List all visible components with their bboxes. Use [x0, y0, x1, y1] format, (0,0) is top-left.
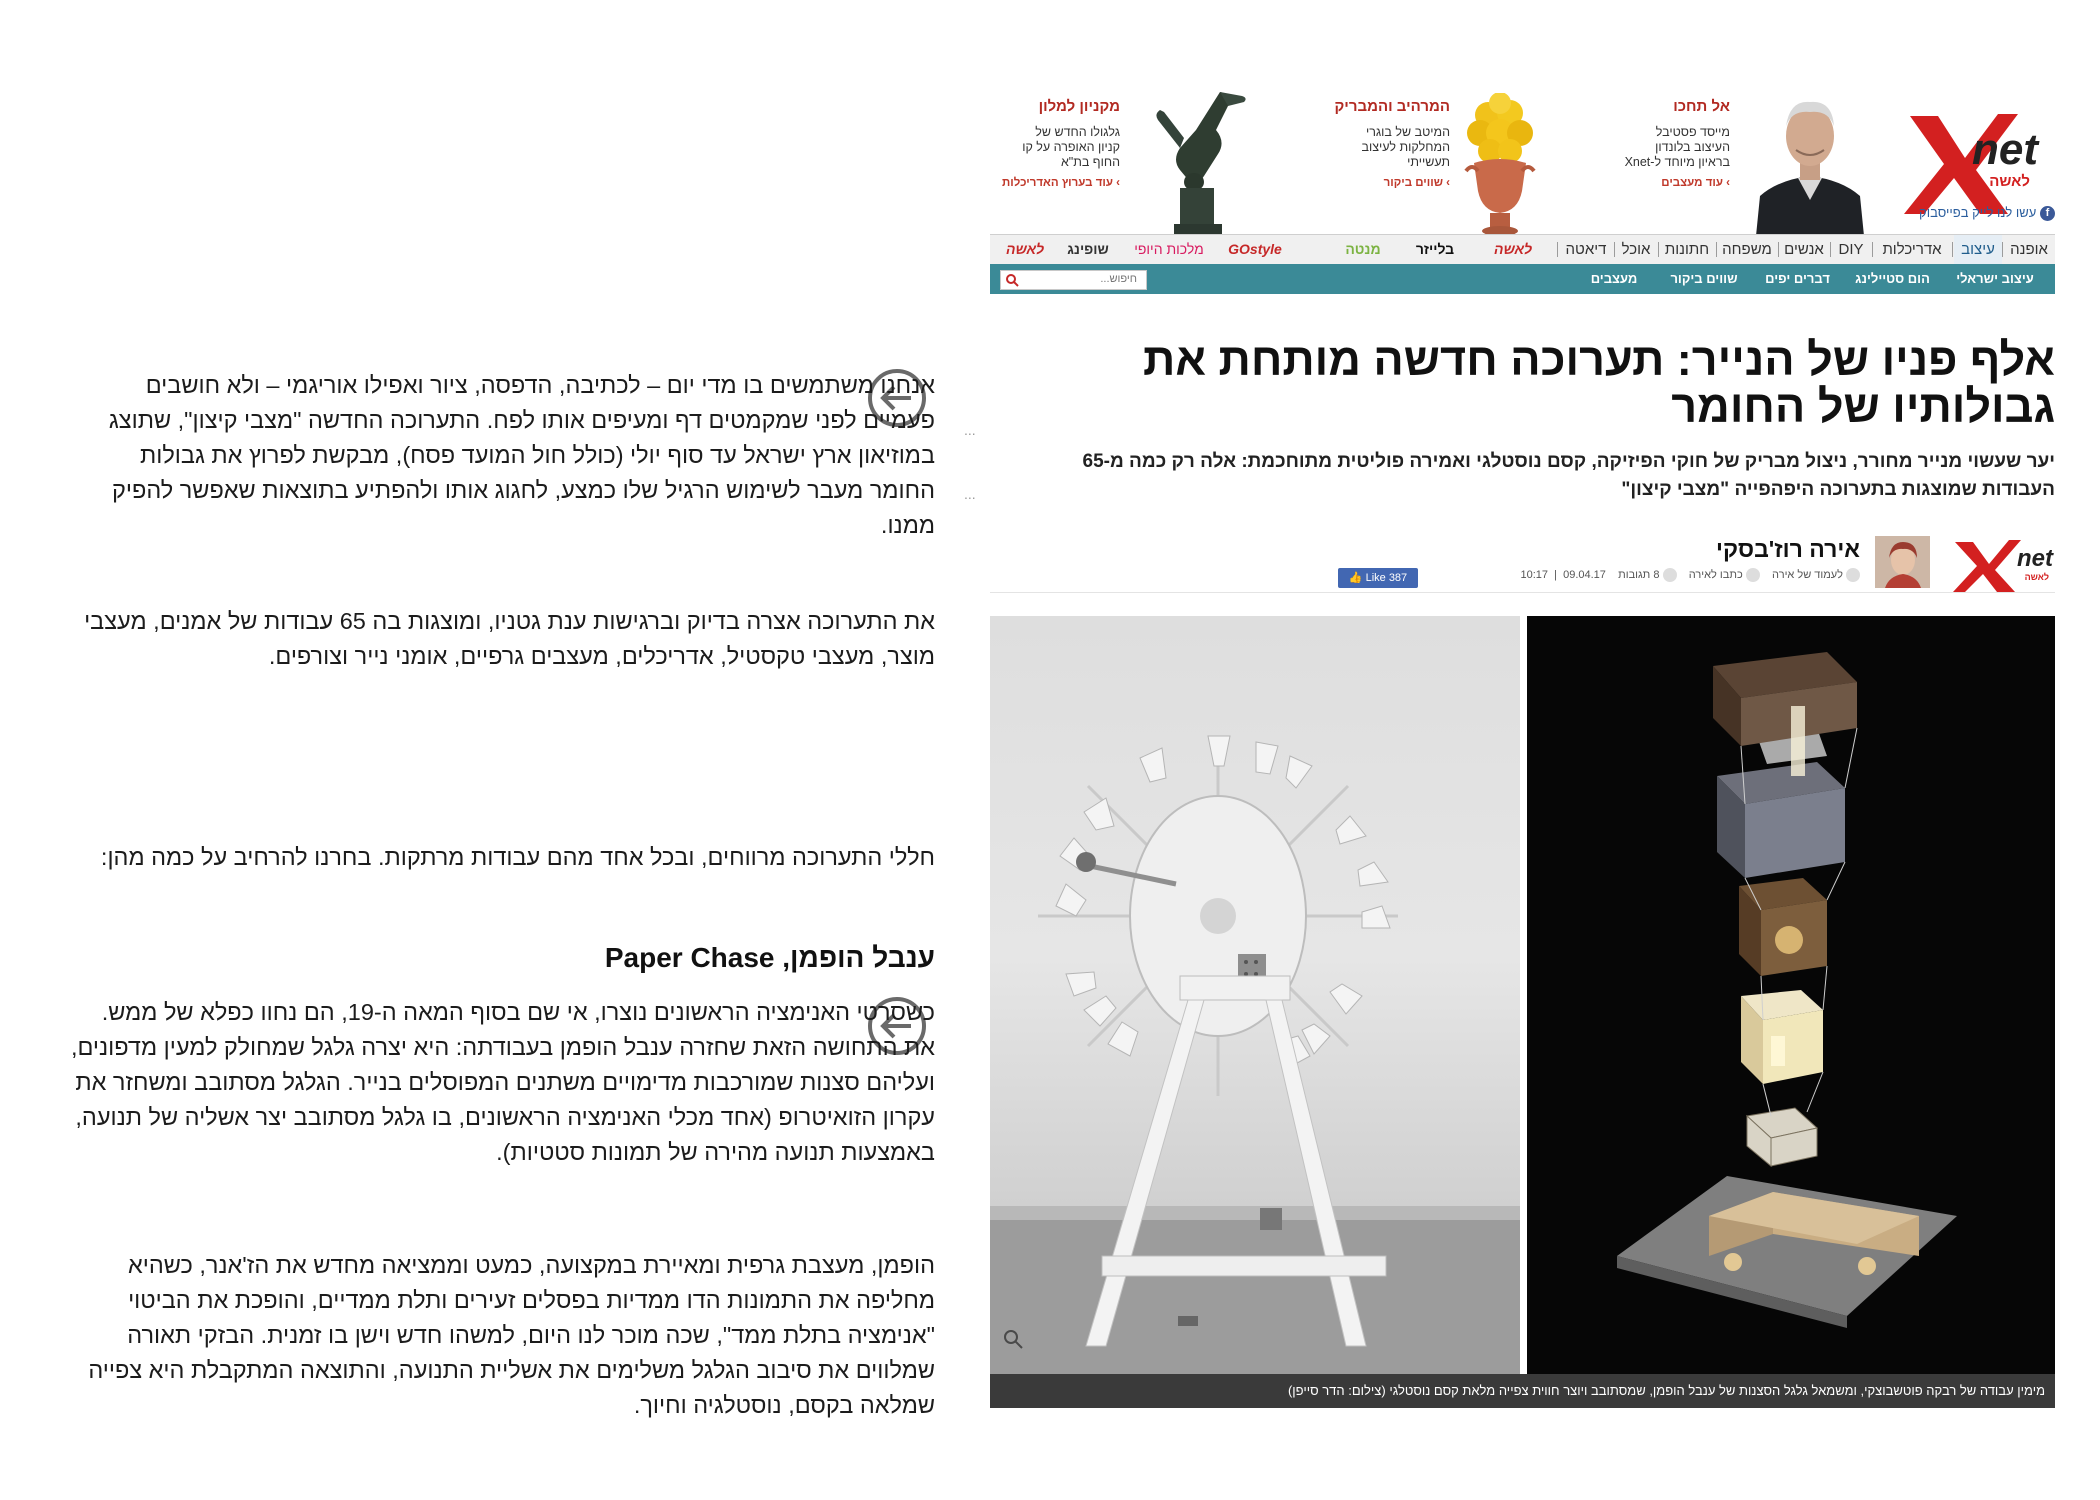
promo-2-more-link[interactable]: › שווים ביקור [1383, 177, 1450, 189]
brand-link-gostyle[interactable]: GOstyle [1228, 241, 1282, 257]
nav-divider [1952, 242, 1953, 257]
author-name[interactable]: אירה רוז'בסקי [1716, 536, 1860, 562]
brand-link-beauty[interactable]: מלכות היופי [1134, 241, 1204, 257]
logo-wordmark: net [1972, 125, 2038, 174]
nav-divider [1716, 242, 1717, 257]
section-heading: ענבל הופמן, Paper Chase [604, 942, 935, 973]
photo-paper-wheel [990, 616, 1520, 1374]
nav-item-people[interactable]: אנשים [1784, 241, 1824, 258]
article-headline: אלף פניו של הנייר: תערוכה חדשה מותחת את גבולותיו של החומר [1143, 334, 2055, 432]
xnet-logo[interactable] [1890, 106, 2040, 216]
promo-1-text: מייסד פסטיבל העיצוב בלונדון בראיון מיוחד ל-Xnet [1624, 125, 1730, 169]
sub-navigation [990, 264, 2055, 294]
photo-caption-bar [990, 1374, 2055, 1408]
article-subtitle: יער שעשוי מנייר מחורר, ניצול מבריק של חוקי הפיזיקה, קסם נוסטלגי ואמירה פוליטית מתוחכמת: אלה רק כמה מ-65 העבודות שמוצגות בתערוכה היפהפייה "מצבי קיצון" [1082, 451, 2055, 500]
search-box [1000, 270, 1147, 290]
nav-item-family[interactable]: משפחה [1722, 241, 1772, 258]
nav-item-fashion[interactable]: אופנה [2010, 241, 2048, 258]
photo-paper-tower [1527, 616, 2055, 1374]
nav-item-diy[interactable]: DIY [1838, 241, 1864, 258]
search-icon[interactable] [1005, 273, 1019, 287]
facebook-like-link[interactable] [1870, 205, 2055, 221]
photo-caption: מימין עבודה של רבקה פוטשבוצקי, ומשמאל גלגל הסצנות של ענבל הופמן, שמסתובב ויוצר חווית צפייה מלאת קסם נוסטלגי (צילום: הדר סייפן) [1287, 1383, 2045, 1398]
article-clipping [990, 88, 2055, 1414]
brand-link-blazer[interactable]: בלייזר [1415, 241, 1455, 257]
nav-divider [2002, 242, 2003, 257]
article-paragraph-4: כשסרטי האנימציה הראשונים נוצרו, אי שם בסוף המאה ה-19, הם נחוו כפלא של ממש. את התחושה הזאת שחזרה ענבל הופמן בעבודתה: היא יצרה גלגל שמחולק למעין מדפונים, ועליהם סצנות שמורכבות מדימויים משתנים המפוסלים בנייר. הגלגל מסתובב ומשחזר את עקרון הזואיטרופ (אחד מכלי האנימציה הראשונים, בו גלגל מסתובב יצר אשליה של תנועה, באמצעות תנועה מהירה של תמונות סטטיות). [70, 999, 935, 1165]
svg-text:net: net [2017, 545, 2053, 572]
article-paragraph-2: את התערוכה אצרה בדיוק וברגישות ענת גטניו, ומוצגות בה 65 עבודות של אמנים, מעצבי מוצר, מעצבי טקסטיל, אדריכלים, מעצבים גרפיים, אומני נייר וצורפים. [84, 608, 935, 669]
nav-divider [1614, 242, 1615, 257]
comment-icon [1663, 568, 1677, 582]
brand-link-laisha-2[interactable]: לאשה [1005, 241, 1044, 257]
zoom-search-icon[interactable] [1002, 1328, 1024, 1350]
facebook-text: עשו לנו לייק בפייסבוק [1919, 205, 2037, 220]
person-icon [1846, 568, 1860, 582]
promo-2-title: המרהיב והמבריק [1334, 98, 1450, 115]
brand-link-shopping[interactable]: שופינג [1067, 241, 1109, 257]
publish-time: 10:17 [1520, 568, 1548, 581]
svg-text:לאשה: לאשה [2024, 572, 2049, 582]
article-paragraph-3: חללי התערוכה מרווחים, ובכל אחד מהם עבודות מרתקות. בחרנו להרחיב על כמה מהן: [100, 844, 935, 870]
nav-divider [1557, 242, 1558, 257]
nav-divider [1658, 242, 1659, 257]
nav-item-weddings[interactable]: חתונות [1664, 241, 1710, 258]
search-input[interactable] [1025, 272, 1137, 286]
nav-divider [1778, 242, 1779, 257]
promo-2[interactable] [1280, 98, 1450, 238]
promo-2-text: המיטב של בוגרי המחלקות לעיצוב תעשייתי [1361, 125, 1450, 169]
article-meta: לעמוד של אירה כתבו לאירה 8 תגובות 09.04.17 | 10:17 [1470, 568, 1860, 582]
publish-date: 09.04.17 [1563, 568, 1606, 581]
promo-statue-image[interactable] [1150, 90, 1250, 236]
byline [990, 536, 2055, 593]
promo-3-title: מקניון למלון [1038, 98, 1120, 115]
nav-divider [1830, 242, 1831, 257]
author-page-link[interactable]: לעמוד של אירה [1769, 569, 1860, 581]
author-avatar[interactable] [1875, 536, 1930, 588]
logo-sub: לאשה [1989, 173, 2030, 190]
promo-3-text: גלגולו החדש של קניון האופרה על קו החוף בת"א [1022, 125, 1120, 169]
pencil-icon [1746, 568, 1760, 582]
nav-item-diet[interactable]: דיאטה [1565, 241, 1607, 258]
nav-item-architecture[interactable]: אדריכלות [1882, 241, 1942, 258]
facebook-like-button[interactable]: 👍 Like 387 [1338, 568, 1418, 588]
subnav-designers[interactable]: מעצבים [1590, 271, 1638, 286]
article-paragraph-1: אנחנו משתמשים בו מדי יום – לכתיבה, הדפסה, ציור ואפילו אוריגמי – ולא חושבים פעמיים לפני שמקמטים דף ומעיפים אותו לפח. התערוכה החדשה "מצבי קיצון", שתוצג במוזיאון ארץ ישראל עד סוף יולי (כולל חול המועד פסח), מבקשת לפרוץ את גבולות החומר מעבר לשימוש הרגיל שלו כמצע, לחגוג אותו ולהפתיע בתוצאות שאפשר להפיק ממנו. [108, 372, 935, 538]
promo-3[interactable] [990, 98, 1120, 238]
nav-item-design[interactable]: עיצוב [1954, 235, 2002, 264]
promo-3-more-link[interactable]: › עוד בערוץ האדריכלות [1002, 177, 1120, 189]
promo-1-title: אל תחכו [1673, 98, 1730, 115]
comments-link[interactable]: 8 תגובות [1615, 569, 1676, 581]
article-paragraph-5: הופמן, מעצבת גרפית ומאיירת במקצועה, כמעט וממציאה מחדש את הז'אנר, כשהיא מחליפה את התמונות הדו ממדיות בפסלים זעירים ותלת ממדיים, והופכת את הביטוי "אנימציה בתלת ממד", שכה מוכר לנו היום, למשהו חדש וישן בו זמנית. הבזקי תאורה שמלווים את סיבוב הגלגל משלימים את אשליית התנועה, והתוצאה המתקבלת היא צפייה שמלאה בקסם, נוסטלגיה וחיוך. [88, 1252, 935, 1418]
brand-link-laisha[interactable]: לאשה [1493, 241, 1532, 257]
main-navigation [990, 234, 2055, 265]
thumbs-up-icon: 👍 [1348, 572, 1363, 584]
promo-vase-image[interactable] [1460, 93, 1540, 236]
subnav-beautiful-things[interactable]: דברים יפים [1765, 271, 1830, 286]
margin-dots: ... [964, 486, 976, 502]
margin-dots: ... [964, 422, 976, 438]
facebook-icon: f [2040, 206, 2055, 221]
xnet-small-logo[interactable] [1945, 536, 2055, 592]
promo-1[interactable] [1570, 98, 1730, 238]
subnav-home-styling[interactable]: הום סטיילינג [1855, 271, 1930, 286]
subnav-worth-visiting[interactable]: שווים ביקור [1670, 271, 1738, 286]
nav-item-food[interactable]: אוכל [1621, 241, 1651, 258]
promo-1-more-link[interactable]: › עוד מעצבים [1661, 177, 1730, 189]
nav-divider [1872, 242, 1873, 257]
promo-portrait-image[interactable] [1738, 88, 1883, 236]
brand-link-menta[interactable]: מנטה [1345, 241, 1381, 257]
write-to-author-link[interactable]: כתבו לאירה [1686, 569, 1760, 581]
subnav-israeli-design[interactable]: עיצוב ישראלי [1956, 271, 2034, 286]
